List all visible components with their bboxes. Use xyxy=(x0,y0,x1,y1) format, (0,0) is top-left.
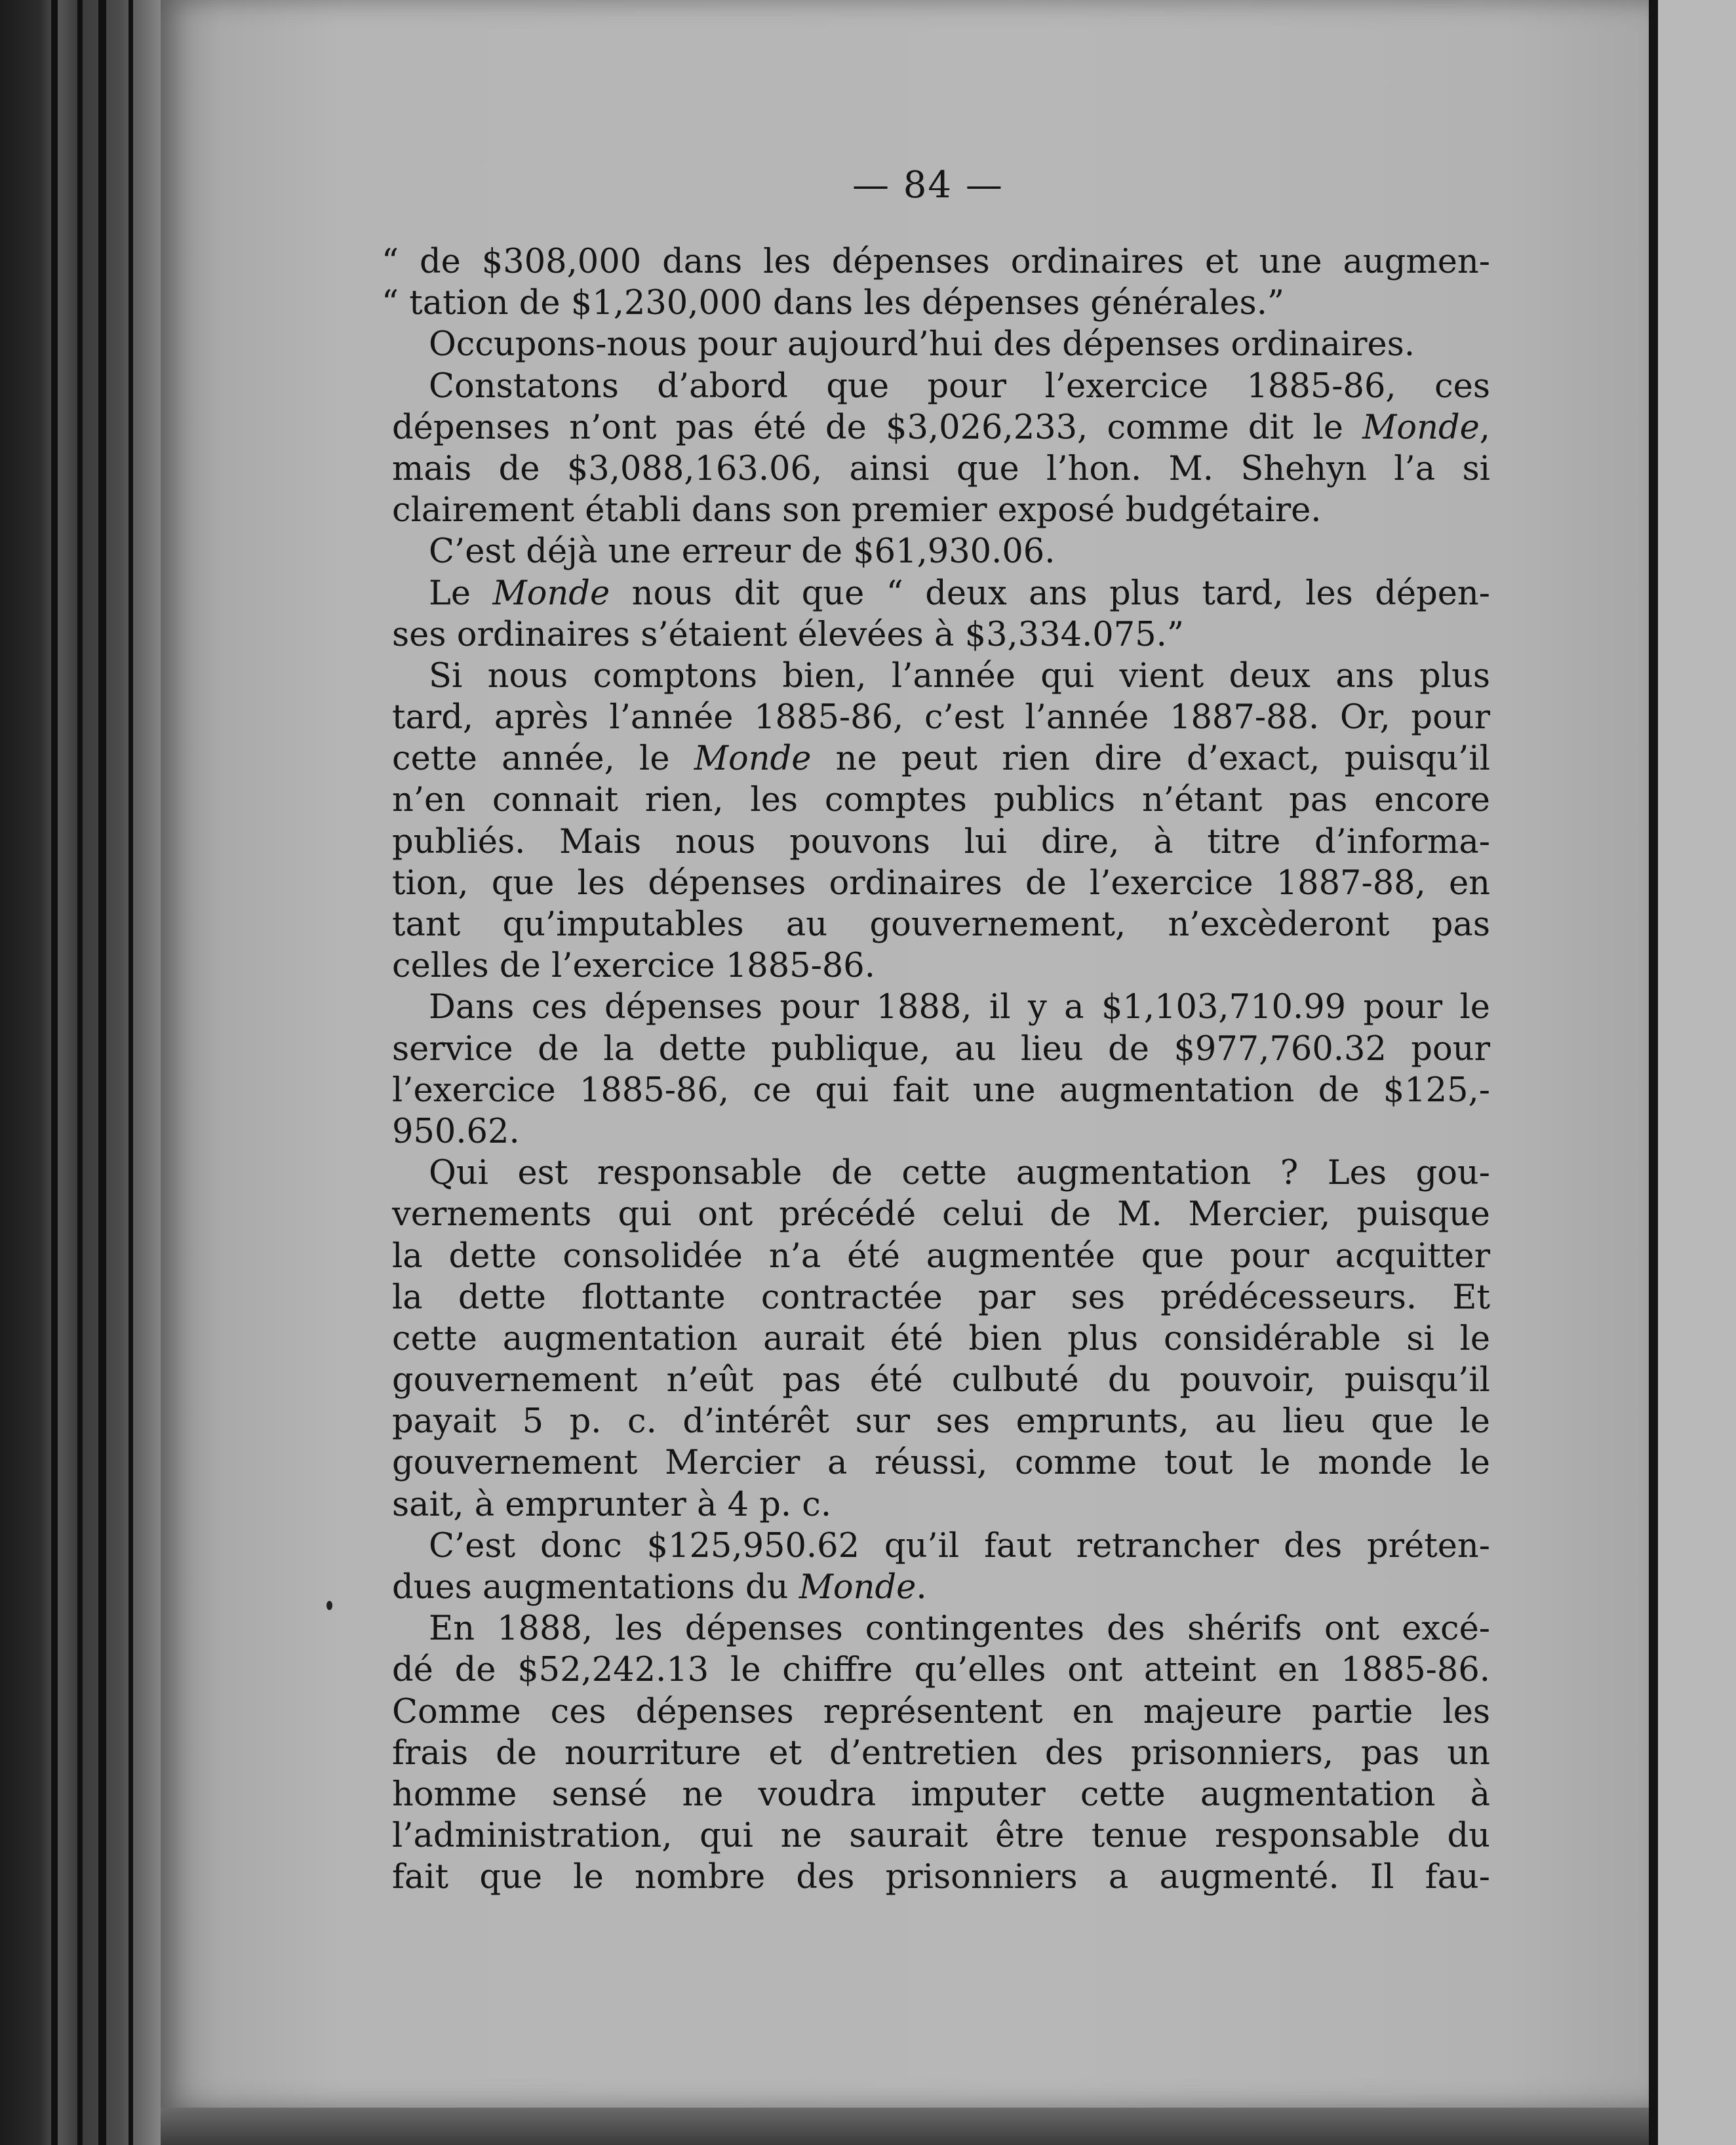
text-line: mais de $3,088,163.06, ainsi que l’hon. M. Shehyn l’a si xyxy=(392,449,1490,488)
text-line: Le Monde nous dit que “ deux ans plus tard, les dépen- xyxy=(429,574,1491,613)
text-line: vernements qui ont précédé celui de M. Mercier, puisque xyxy=(392,1195,1490,1234)
text-line: homme sensé ne voudra imputer cette augmentation à xyxy=(392,1775,1490,1814)
text-line: dépenses n’ont pas été de $3,026,233, comme dit le Monde, xyxy=(392,408,1490,447)
text-line: celles de l’exercice 1885-86. xyxy=(392,947,875,986)
text-line: la dette consolidée n’a été augmentée que pour acquitter xyxy=(392,1236,1490,1276)
ink-speck xyxy=(326,1601,332,1610)
text-line: tard, après l’année 1885-86, c’est l’année 1887-88. Or, pour xyxy=(392,698,1490,738)
text-line: ses ordinaires s’étaient élevées à $3,334.075.” xyxy=(392,615,1184,654)
text-line: Occupons-nous pour aujourd’hui des dépenses ordinaires. xyxy=(429,325,1415,364)
italic-title: Monde xyxy=(492,574,610,613)
text-line: gouvernement Mercier a réussi, comme tout le monde le xyxy=(392,1444,1490,1483)
text-line: publiés. Mais nous pouvons lui dire, à titre d’informa- xyxy=(392,822,1490,861)
text-line: l’administration, qui ne saurait être tenue responsable du xyxy=(392,1817,1490,1856)
text-line: clairement établi dans son premier exposé budgétaire. xyxy=(392,491,1322,530)
text-line: service de la dette publique, au lieu de $977,760.32 pour xyxy=(392,1029,1490,1069)
page-bottom-shadow xyxy=(161,2108,1649,2145)
text-line: l’exercice 1885-86, ce qui fait une augmentation de $125,- xyxy=(392,1071,1490,1110)
page-number: — 84 — xyxy=(852,164,1004,207)
book-edge-stripe xyxy=(98,0,106,2145)
text-line: sait, à emprunter à 4 p. c. xyxy=(392,1485,832,1524)
text-line: dues augmentations du Monde. xyxy=(392,1568,927,1607)
text-line: la dette flottante contractée par ses prédécesseurs. Et xyxy=(392,1278,1490,1317)
text-line: Comme ces dépenses représentent en majeure partie les xyxy=(392,1692,1490,1731)
page-gutter xyxy=(1649,0,1658,2145)
text-line: n’en connait rien, les comptes publics n’étant pas encore xyxy=(392,781,1490,820)
text-line: Si nous comptons bien, l’année qui vient deux ans plus xyxy=(429,656,1490,696)
text-line: “ de $308,000 dans les dépenses ordinaires et une augmen- xyxy=(382,243,1490,281)
text-line: Qui est responsable de cette augmentation ? Les gou- xyxy=(429,1154,1490,1193)
book-edge-stripe xyxy=(128,0,133,2145)
text-line: “ tation de $1,230,000 dans les dépenses générales.” xyxy=(382,284,1284,323)
text-line: 950.62. xyxy=(392,1112,520,1151)
text-line: frais de nourriture et d’entretien des prisonniers, pas un xyxy=(392,1733,1490,1773)
book-edge-stripe xyxy=(51,0,58,2145)
text-line: Constatons d’abord que pour l’exercice 1885-86, ces xyxy=(429,366,1490,406)
text-line: cette augmentation aurait été bien plus considérable si le xyxy=(392,1319,1490,1358)
text-line: C’est donc $125,950.62 qu’il faut retrancher des préten- xyxy=(429,1526,1490,1565)
facing-page-edge xyxy=(1658,0,1736,2145)
text-line: dé de $52,242.13 le chiffre qu’elles ont atteint en 1885-86. xyxy=(392,1651,1490,1690)
text-line: fait que le nombre des prisonniers a augmenté. Il fau- xyxy=(392,1858,1490,1897)
text-line: payait 5 p. c. d’intérêt sur ses emprunts, au lieu que le xyxy=(392,1402,1490,1442)
text-line: Dans ces dépenses pour 1888, il y a $1,103,710.99 pour le xyxy=(429,988,1490,1027)
italic-title: Monde xyxy=(694,739,812,779)
text-line: C’est déjà une erreur de $61,930.06. xyxy=(429,532,1055,572)
italic-title: Monde xyxy=(1362,408,1480,447)
text-line: tion, que les dépenses ordinaires de l’exercice 1887-88, en xyxy=(392,863,1490,903)
italic-title: Monde xyxy=(799,1568,917,1607)
text-line: cette année, le Monde ne peut rien dire d’exact, puisqu’il xyxy=(392,739,1490,779)
body-text xyxy=(382,241,1491,1899)
text-line: tant qu’imputables au gouvernement, n’excèderont pas xyxy=(392,905,1490,944)
text-line: En 1888, les dépenses contingentes des shérifs ont excé- xyxy=(429,1609,1490,1649)
book-edge-stripe xyxy=(77,0,83,2145)
text-line: gouvernement n’eût pas été culbuté du pouvoir, puisqu’il xyxy=(392,1361,1490,1400)
